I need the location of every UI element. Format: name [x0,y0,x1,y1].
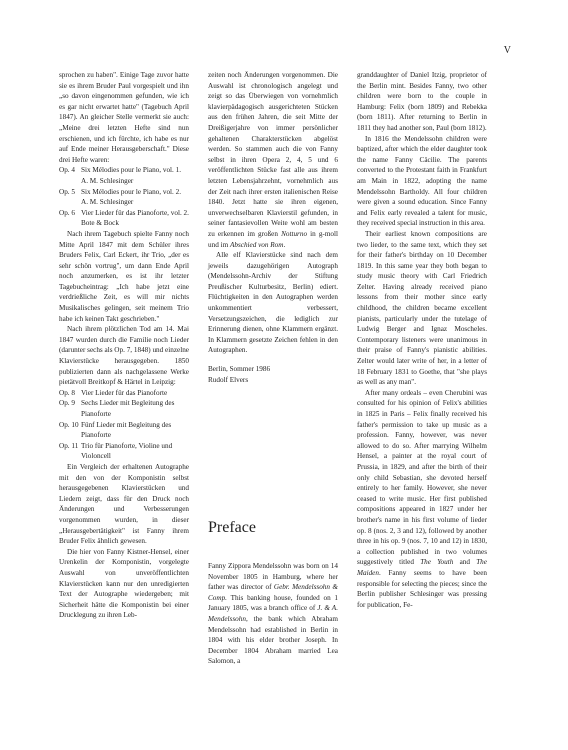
signature-place-date: Berlin, Sommer 1986 [208,365,271,374]
text-run: zeiten noch Änderungen vorgenommen. Die Auswahl ist chronologisch angelegt und zeigt so das Überwiegen von vornehmlich klavierpädagogisch ausgerichteten Stücken aus den frühen Jahren, die seit Mitte der Dreißigerjahre von immer persönlicher gehaltenen Charakterstücken abgelöst werden. So stammen auch die von Fanny selbst in ihren Opera 2, 4, 5 und 6 veröffentlichten Stücke fast alle aus ihrem letzten Lebensjahrzehnt, vornehmlich aus der Zeit nach ihrer ersten italienischen Reise 1840. Jetzt hatte sie ihren eigenen, unverwechselbaren Klavierstil gefunden, in seiner fantasievollen Weite wohl am besten zu erkennen im großen [208,71,338,238]
opus-item [59,441,189,462]
opus-number: Op. 8 [59,388,75,397]
paragraph: Nach ihrem Tagebuch spielte Fanny noch Mitte April 1847 mit dem Schüler ihres Bruders Felix, Carl Eckert, ihr Trio, „der es sehr schön vortrug", um dann Ende April noch anzumerken, es ist ihr letzter Tagebucheintrag: „Ich habe jetzt eine verdrießliche Zeit, es will mir nichts Musikalisches gelingen, seit meinem Trio habe ich keinen Takt geschrieben." [59,229,189,323]
column-middle [208,70,338,385]
opus-number: Op. 10 [59,420,79,429]
text-run: and [453,558,477,567]
paragraph [357,388,487,610]
opus-item [59,388,189,399]
paragraph: Alle elf Klavierstücke sind nach dem jeweils dazugehörigen Autograph (Mendelssohn-Archiv der Stiftung Preußischer Kulturbesitz, Berlin) ediert. Flüchtigkeiten in den Autographen werden unkommentiert verbessert, Versetzungszeichen, die lediglich zur Erinnerung dienen, ohne Klammern ergänzt. In Klammern gesetzte Zeichen fehlen in den Autographen. [208,251,338,355]
paragraph: granddaughter of Daniel Itzig, proprietor of the Berlin mint. Besides Fanny, two other children were born to the couple in Hamburg: Felix (born 1809) and Rebekka (born 1811). After returning to Berlin in 1811 they had another son, Paul (born 1812). [357,71,487,132]
opus-title: Six Mélodies pour le Piano, vol. 1. A. M. Schlesinger [81,166,182,185]
text-run: in g-moll und im [208,229,339,249]
opus-item [59,208,189,229]
italic-title: Notturno [281,229,308,238]
signature-block [208,364,338,385]
paragraph: Ein Vergleich der erhaltenen Autographe mit den von der Komponistin selbst herausgegebenen Klavierstücken und Liedern zeigt, dass für den Druck noch Änderungen und Verbesserungen vorgenommen wurden, in dieser „Herausgebertätigkeit" ist Fanny ihrem Bruder Felix ähnlich gewesen. [59,462,189,546]
opus-item [59,398,189,419]
opus-list-published [59,165,189,229]
opus-title: Six Mélodies pour le Piano, vol. 2. A. M. Schlesinger [81,187,182,207]
paragraph [208,561,338,667]
opus-number: Op. 9 [59,399,75,408]
paragraph: Their earliest known compositions are two lieder, to the same text, which they set for their father's birthday on 10 December 1819. In this same year they both began to study music theory with Carl Friedrich Zelter. Having already received piano lessons from their mother since early childhood, the children became excellent pianists, particularly under the tutelage of Ludwig Berger and Ignaz Moscheles. Contemporary listeners were unanimous in their praise of Fanny's pianistic abilities. Zelter would later write of her, in a letter of 18 February 1831 to Goethe, that "she plays as well as any man". [357,229,487,387]
page-number: V [503,45,511,56]
opus-title: Vier Lieder für das Pianoforte, vol. 2. Bote & Bock [81,208,189,228]
opus-title: Fünf Lieder mit Begleitung des Pianoforte [81,420,172,440]
section-heading-preface: Preface [208,519,256,536]
opus-item [59,420,189,441]
opus-title: Trio für Pianoforte, Violine und Violoncell [81,441,173,461]
preface-body [208,561,338,667]
italic-title: The Maiden [357,558,487,577]
column-left [59,70,189,621]
column-right [357,70,487,610]
opus-number: Op. 5 [59,187,75,196]
italic-title: Abschied von Rom [229,240,284,249]
paragraph: Nach ihrem plötzlichen Tod am 14. Mai 1847 wurden durch die Familie noch Lieder (darunter sechs als Op. 7, 1848) und einzelne Klavierstücke herausgegeben. 1850 publizierten dann als nachgelassene Werke pietätvoll Breitkopf & Härtel in Leipzig: [59,325,189,387]
italic-title: The Youth [420,558,454,567]
opus-list-posthumous [59,388,189,462]
opus-title: Sechs Lieder mit Begleitung des Pianoforte [81,399,175,418]
italic-name: Gebr. Mendelssohn & Comp. [208,583,338,602]
paragraph: Die hier von Fanny Kistner-Hensel, einer Urenkelin der Komponistin, vorgelegte Auswahl von unveröffentlichten Klavierstücken kann nur den unredigierten Text der Autographe wiedergeben; mit Sicherheit hätte die Komponistin bei einer Drucklegung zu ihren Leb- [59,547,189,620]
signature-name: Rudolf Elvers [208,375,249,384]
text-run: , the bank which Abraham Mendelssohn had established in Berlin in 1804 with his elder brother Joseph. In December 1804 Abraham married Lea Salomon, a [208,614,338,666]
paragraph: sprochen zu haben". Einige Tage zuvor hatte sie es ihrem Bruder Paul vorgespielt und ihn „so davon eingenommen gefunden, wie ich es gar nicht erwartet hatte" (Tagebuch April 1847). An gleicher Stelle vermerkt sie auch: „Meine drei letzten Hefte sind nun erschienen, und ich fürchte, ich habe es nur auf Ende meiner Herausgeberschaft." Diese drei Hefte waren: [59,71,189,164]
opus-number: Op. 11 [59,441,79,450]
text-run: This banking house, founded on 1 January 1805, was a branch office of [208,593,338,613]
italic-name: J. & A. Mendelssohn [208,604,338,623]
opus-number: Op. 4 [59,166,75,175]
text-run: . [283,240,286,249]
paragraph: In 1816 the Mendelssohn children were baptized, after which the elder daughter took the name Fanny Cäcilie. The parents converted to the Protestant faith in Frankfurt am Main in 1822, adopting the name Mendelssohn Bartholdy. All four children were given a sound education. Since Fanny and Felix early revealed a talent for music, they received special instruction in this area. [357,134,487,228]
text-run: . Fanny seems to have been responsible for selecting the pieces; since the Berlin publisher Schlesinger was pressing for publication, Fe- [357,568,487,609]
opus-title: Vier Lieder für das Pianoforte [81,388,168,397]
text-run: Fanny Zippora Mendelssohn was born on 14 November 1805 in Hamburg, where her father was director of [208,562,338,592]
opus-item [59,187,189,208]
opus-number: Op. 6 [59,208,75,217]
opus-item [59,165,189,186]
paragraph [208,70,338,250]
text-run: After many ordeals – even Cherubini was consulted for his opinion of Felix's abilities in 1825 in Paris – Felix finally received his father's permission to take up music as a profession. Fanny, however, was never allowed to do so. After marrying Wilhelm Hensel, a painter at the royal court of Prussia, in 1829, and after the birth of their only child Sebastian, she devoted herself entirely to her family. However, she never ceased to write music. Her first published compositions appeared in 1827 under her brother's name in his first volume of lieder op. 8 (nos. 2, 3 and 12), followed by another three in his op. 9 (nos. 7, 10 and 12) in 1830, a collection published in two volumes suggestively titled [357,388,487,567]
